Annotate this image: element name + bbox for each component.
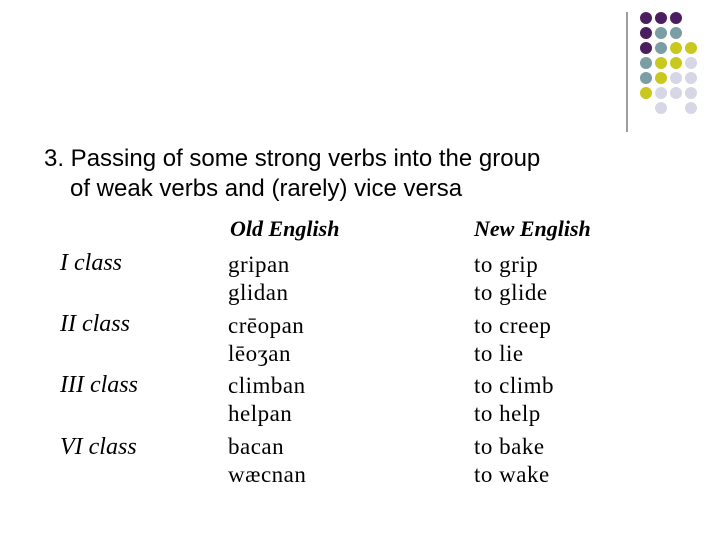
decorative-dot bbox=[655, 102, 667, 114]
column-header-old-english: Old English bbox=[230, 216, 340, 241]
old-verb: lēoʒan bbox=[228, 341, 292, 366]
new-verb: to wake bbox=[474, 462, 550, 487]
decorative-dot bbox=[655, 57, 667, 69]
old-verb: gripan bbox=[228, 252, 290, 277]
old-verb: bacan bbox=[228, 434, 285, 459]
decorative-dot bbox=[655, 12, 667, 24]
slide-heading bbox=[44, 144, 664, 204]
old-verb: climban bbox=[228, 373, 306, 398]
decorative-dot bbox=[670, 87, 682, 99]
new-verb: to bake bbox=[474, 434, 545, 459]
decorative-divider-line bbox=[626, 12, 628, 132]
class-label-vi: VI class bbox=[60, 434, 137, 460]
decorative-dot bbox=[655, 42, 667, 54]
decorative-dot bbox=[685, 57, 697, 69]
decorative-dot bbox=[685, 42, 697, 54]
decorative-dot bbox=[655, 27, 667, 39]
decorative-dot-grid bbox=[640, 12, 712, 120]
decorative-dot bbox=[685, 102, 697, 114]
column-header-new-english: New English bbox=[474, 216, 591, 241]
decorative-dot bbox=[685, 72, 697, 84]
decorative-dot bbox=[685, 87, 697, 99]
new-verb: to creep bbox=[474, 313, 552, 338]
new-verb: to glide bbox=[474, 280, 548, 305]
new-verb: to help bbox=[474, 401, 541, 426]
class-label-i: I class bbox=[60, 250, 122, 276]
class-label-ii: II class bbox=[60, 311, 130, 337]
old-verb: helpan bbox=[228, 401, 293, 426]
old-verb: crēopan bbox=[228, 313, 305, 338]
old-verb: glidan bbox=[228, 280, 289, 305]
heading-line-1: 3. Passing of some strong verbs into the group bbox=[44, 145, 541, 172]
decorative-dot bbox=[640, 12, 652, 24]
decorative-dot bbox=[670, 12, 682, 24]
decorative-dot bbox=[655, 87, 667, 99]
decorative-dot bbox=[670, 27, 682, 39]
decorative-dot bbox=[670, 57, 682, 69]
decorative-dot bbox=[640, 42, 652, 54]
heading-line-2: of weak verbs and (rarely) vice versa bbox=[70, 175, 463, 202]
decorative-dot bbox=[670, 42, 682, 54]
old-verb: wæcnan bbox=[228, 462, 307, 487]
class-label-iii: III class bbox=[60, 372, 138, 398]
new-verb: to climb bbox=[474, 373, 555, 398]
decorative-dot bbox=[670, 72, 682, 84]
decorative-dot bbox=[655, 72, 667, 84]
new-verb: to lie bbox=[474, 341, 524, 366]
decorative-dot bbox=[640, 87, 652, 99]
decorative-dot bbox=[640, 27, 652, 39]
new-verb: to grip bbox=[474, 252, 539, 277]
decorative-dot bbox=[640, 72, 652, 84]
decorative-dot bbox=[640, 57, 652, 69]
